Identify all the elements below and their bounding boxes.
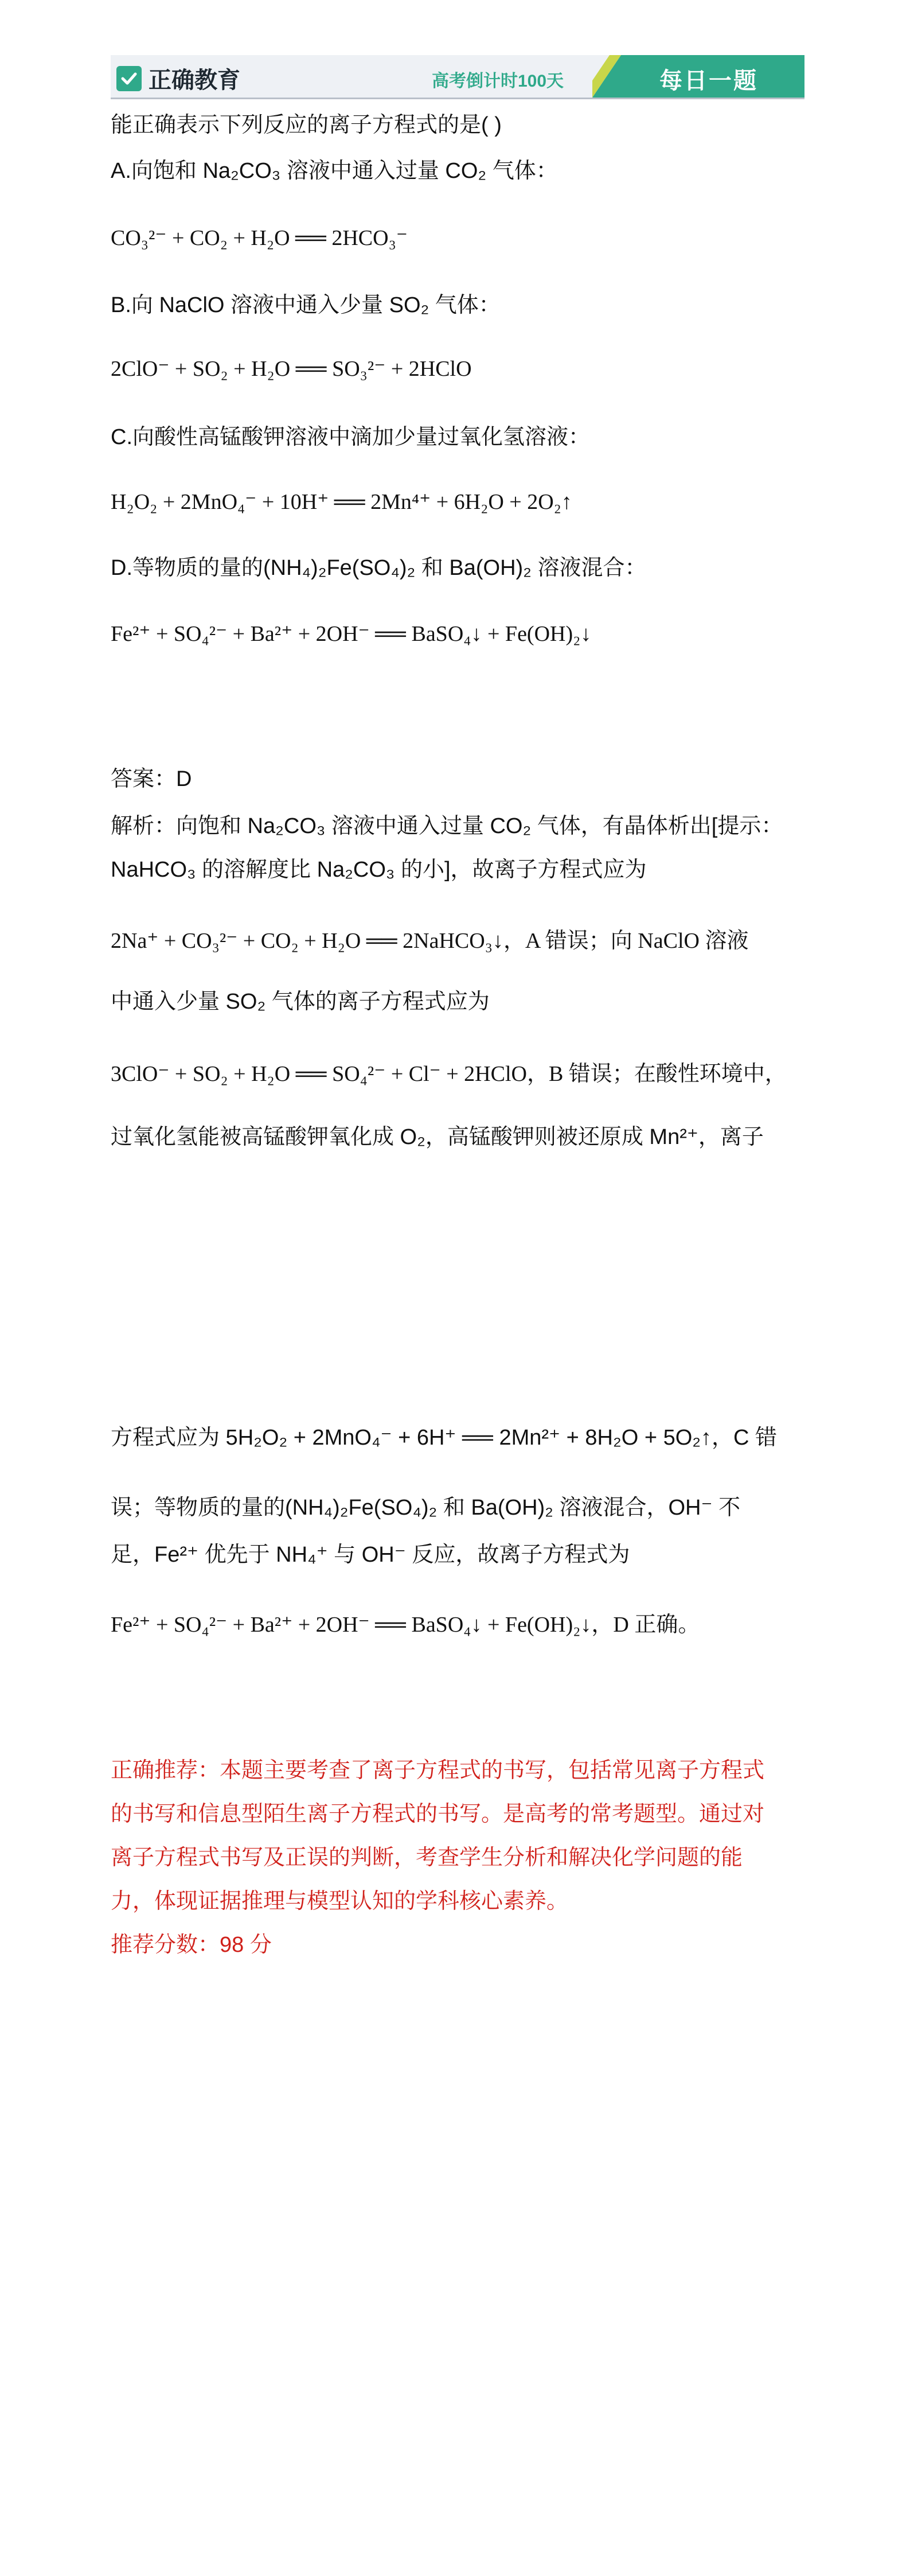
option-c-label: C.向酸性高锰酸钾溶液中滴加少量过氧化氢溶液： <box>111 425 591 449</box>
option-b-equation: 2ClO⁻ + SO₂ + H₂O ══ SO₃²⁻ + 2HClO <box>111 357 472 381</box>
option-b-label: B.向 NaClO 溶液中通入少量 SO₂ 气体： <box>111 293 501 317</box>
analysis-line: 解析：向饱和 Na₂CO₃ 溶液中通入过量 CO₂ 气体，有晶体析出[提示： <box>111 814 783 838</box>
header-divider <box>111 98 804 99</box>
option-a-equation: CO₃²⁻ + CO₂ + H₂O ══ 2HCO₃⁻ <box>111 226 408 250</box>
analysis-line: 2Na⁺ + CO₃²⁻ + CO₂ + H₂O ══ 2NaHCO₃↓，A 错误；向 NaClO 溶液 <box>111 929 749 953</box>
analysis-line: 方程式应为 5H₂O₂ + 2MnO₄⁻ + 6H⁺ ══ 2Mn²⁺ + 8H₂O + 5O₂↑，C 错 <box>111 1426 778 1450</box>
brand-name: 正确教育 <box>149 68 240 93</box>
banner-title: 每日一题 <box>659 68 758 94</box>
recommendation-line: 的书写和信息型陌生离子方程式的书写。是高考的常考题型。通过对 <box>111 1802 765 1826</box>
option-d-equation: Fe²⁺ + SO₄²⁻ + Ba²⁺ + 2OH⁻ ══ BaSO₄↓ + Fe(OH)₂↓ <box>111 622 592 646</box>
check-icon <box>116 66 142 91</box>
analysis-line: 过氧化氢能被高锰酸钾氧化成 O₂，高锰酸钾则被还原成 Mn²⁺，离子 <box>111 1125 764 1149</box>
analysis-line: NaHCO₃ 的溶解度比 Na₂CO₃ 的小]，故离子方程式应为 <box>111 858 647 882</box>
analysis-line: 误；等物质的量的(NH₄)₂Fe(SO₄)₂ 和 Ba(OH)₂ 溶液混合，OH⁻ 不 <box>111 1496 741 1520</box>
recommendation-line: 力，体现证据推理与模型认知的学科核心素养。 <box>111 1889 569 1913</box>
brand-logo <box>116 62 240 95</box>
answer-text: 答案：D <box>111 767 192 791</box>
recommendation-line: 离子方程式书写及正误的判断，考查学生分析和解决化学问题的能 <box>111 1846 743 1870</box>
countdown-label: 高考倒计时100天 <box>432 72 564 91</box>
analysis-line: 3ClO⁻ + SO₂ + H₂O ══ SO₄²⁻ + Cl⁻ + 2HClO，B 错误；在酸性环境中， <box>111 1062 787 1086</box>
option-d-label: D.等物质的量的(NH₄)₂Fe(SO₄)₂ 和 Ba(OH)₂ 溶液混合： <box>111 556 647 580</box>
analysis-line: 中通入少量 SO₂ 气体的离子方程式应为 <box>111 990 490 1014</box>
option-a-label: A.向饱和 Na₂CO₃ 溶液中通入过量 CO₂ 气体： <box>111 159 558 183</box>
recommended-score: 推荐分数：98 分 <box>111 1933 272 1957</box>
question-stem: 能正确表示下列反应的离子方程式的是( ) <box>111 113 502 137</box>
option-c-equation: H₂O₂ + 2MnO₄⁻ + 10H⁺ ══ 2Mn⁴⁺ + 6H₂O + 2O₂↑ <box>111 490 572 514</box>
analysis-line: 足，Fe²⁺ 优先于 NH₄⁺ 与 OH⁻ 反应，故离子方程式为 <box>111 1543 630 1567</box>
analysis-line: Fe²⁺ + SO₄²⁻ + Ba²⁺ + 2OH⁻ ══ BaSO₄↓ + Fe(OH)₂↓，D 正确。 <box>111 1613 700 1637</box>
recommendation-line: 正确推荐：本题主要考查了离子方程式的书写，包括常见离子方程式 <box>111 1758 765 1783</box>
